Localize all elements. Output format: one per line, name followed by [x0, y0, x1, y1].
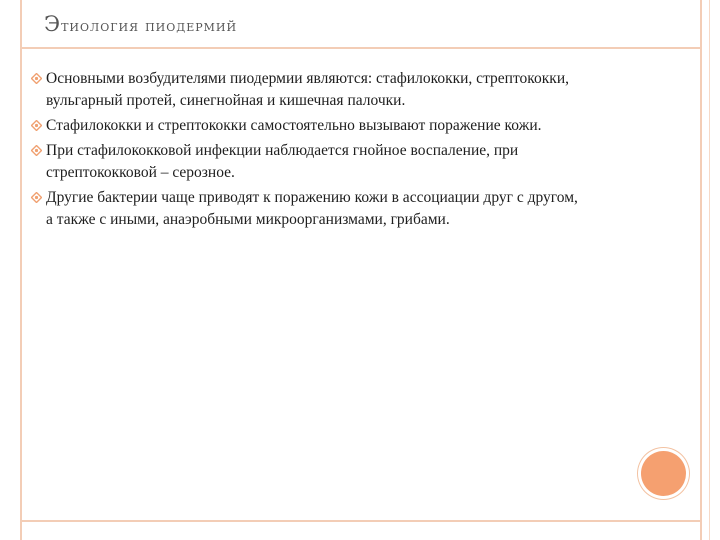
list-item — [26, 115, 586, 137]
frame-right-line — [700, 0, 702, 540]
list-item-text: При стафилококковой инфекции наблюдается гнойное воспаление, при стрептококковой – серозное. — [46, 142, 519, 181]
frame-top-line — [20, 47, 702, 49]
bullet-icon — [26, 192, 46, 203]
frame-right-inner-line — [709, 0, 710, 540]
bullet-icon — [26, 145, 46, 156]
list-item — [26, 140, 586, 184]
bullet-icon — [26, 73, 46, 84]
list-item — [26, 187, 586, 231]
slide-title — [44, 12, 237, 36]
bullet-list — [26, 68, 586, 234]
list-item-text: Основными возбудителями пиодермии являются: стафилококки, стрептококки, вульгарный протей, синегнойная и кишечная палочки. — [46, 70, 569, 109]
frame-bottom-line — [20, 520, 702, 522]
slide-title-initial: Э — [44, 12, 62, 36]
decorative-circle-icon — [641, 451, 686, 496]
frame-left-line — [20, 0, 22, 540]
bullet-icon — [26, 120, 46, 131]
list-item — [26, 68, 586, 112]
slide-title-rest: тиология пиодермий — [61, 16, 238, 35]
list-item-text: Другие бактерии чаще приводят к поражению кожи в ассоциации друг с другом, а также с иными, анаэробными микроорганизмами, грибами. — [46, 189, 578, 228]
list-item-text: Стафилококки и стрептококки самостоятельно вызывают поражение кожи. — [46, 117, 542, 134]
